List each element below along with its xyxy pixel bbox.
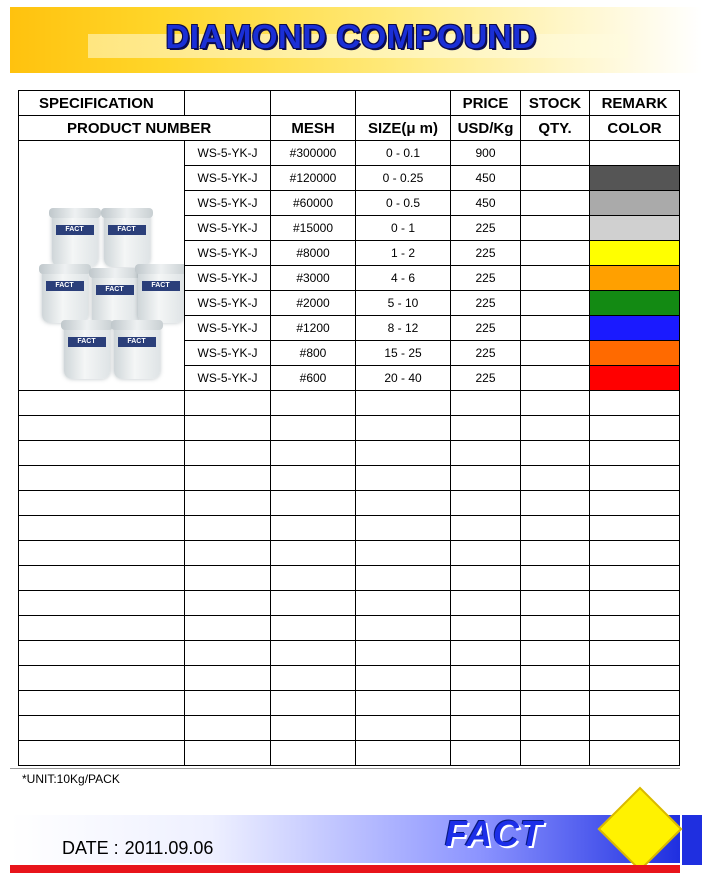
empty-photo-cell xyxy=(19,691,185,716)
cell-color xyxy=(590,716,680,741)
header-remark: REMARK xyxy=(590,91,680,116)
empty-photo-cell xyxy=(19,416,185,441)
header-price-unit: USD/Kg xyxy=(451,116,521,141)
header-product-number: PRODUCT NUMBER xyxy=(19,116,271,141)
cell-stock xyxy=(521,466,590,491)
header-size: SIZE(μ m) xyxy=(356,116,451,141)
pail-icon xyxy=(42,269,88,323)
cell-price xyxy=(451,541,521,566)
cell-mesh: #120000 xyxy=(271,166,356,191)
header-price: PRICE xyxy=(451,91,521,116)
empty-row xyxy=(19,566,680,591)
empty-row xyxy=(19,591,680,616)
color-swatch xyxy=(590,166,680,191)
cell-size xyxy=(356,666,451,691)
cell-size xyxy=(356,616,451,641)
cell-size xyxy=(356,691,451,716)
cell-size xyxy=(356,441,451,466)
color-swatch xyxy=(590,141,680,166)
cell-product xyxy=(185,441,271,466)
header-color: COLOR xyxy=(590,116,680,141)
cell-price: 225 xyxy=(451,341,521,366)
cell-price xyxy=(451,516,521,541)
cell-product xyxy=(185,516,271,541)
empty-row xyxy=(19,666,680,691)
cell-size: 0 - 0.1 xyxy=(356,141,451,166)
empty-row xyxy=(19,466,680,491)
cell-mesh xyxy=(271,391,356,416)
cell-mesh xyxy=(271,616,356,641)
cell-stock xyxy=(521,741,590,766)
cell-price: 900 xyxy=(451,141,521,166)
cell-size xyxy=(356,741,451,766)
cell-product xyxy=(185,691,271,716)
cell-product xyxy=(185,466,271,491)
cell-color xyxy=(590,391,680,416)
cell-price xyxy=(451,391,521,416)
pail-lid xyxy=(111,320,163,330)
header-row-1 xyxy=(19,91,680,116)
pail-icon xyxy=(64,325,110,379)
pail-label: FACT xyxy=(56,225,94,235)
cell-size: 4 - 6 xyxy=(356,266,451,291)
pail-label: FACT xyxy=(68,337,106,347)
unit-note: *UNIT:10Kg/PACK xyxy=(22,772,120,786)
cell-price xyxy=(451,416,521,441)
color-swatch xyxy=(590,291,680,316)
empty-photo-cell xyxy=(19,466,185,491)
product-photo-cell xyxy=(19,141,185,391)
cell-stock xyxy=(521,691,590,716)
empty-photo-cell xyxy=(19,666,185,691)
color-swatch xyxy=(590,191,680,216)
cell-color xyxy=(590,691,680,716)
header-specification: SPECIFICATION xyxy=(19,91,185,116)
cell-mesh: #3000 xyxy=(271,266,356,291)
cell-product: WS-5-YK-J xyxy=(185,166,271,191)
table-row xyxy=(19,141,680,166)
pail-icon xyxy=(138,269,184,323)
cell-product xyxy=(185,491,271,516)
fact-logo: FACT xyxy=(445,813,543,854)
cell-mesh xyxy=(271,666,356,691)
cell-mesh: #300000 xyxy=(271,141,356,166)
empty-photo-cell xyxy=(19,541,185,566)
cell-mesh xyxy=(271,591,356,616)
cell-product: WS-5-YK-J xyxy=(185,366,271,391)
cell-mesh: #60000 xyxy=(271,191,356,216)
page-title: DIAMOND COMPOUND xyxy=(165,18,537,55)
cell-mesh xyxy=(271,566,356,591)
cell-product xyxy=(185,541,271,566)
empty-row xyxy=(19,741,680,766)
cell-size xyxy=(356,391,451,416)
cell-size: 1 - 2 xyxy=(356,241,451,266)
empty-row xyxy=(19,491,680,516)
empty-photo-cell xyxy=(19,716,185,741)
pail-icon xyxy=(104,213,150,267)
cell-price xyxy=(451,566,521,591)
cell-stock xyxy=(521,416,590,441)
cell-product xyxy=(185,391,271,416)
cell-stock xyxy=(521,166,590,191)
cell-size xyxy=(356,416,451,441)
empty-row xyxy=(19,516,680,541)
cell-stock xyxy=(521,591,590,616)
empty-photo-cell xyxy=(19,616,185,641)
cell-size xyxy=(356,591,451,616)
header-blank-2 xyxy=(271,91,356,116)
cell-stock xyxy=(521,441,590,466)
cell-stock xyxy=(521,241,590,266)
color-swatch xyxy=(590,266,680,291)
empty-row xyxy=(19,441,680,466)
cell-mesh: #800 xyxy=(271,341,356,366)
cell-price xyxy=(451,666,521,691)
cell-mesh xyxy=(271,466,356,491)
pail-lid xyxy=(61,320,113,330)
cell-stock xyxy=(521,191,590,216)
cell-stock xyxy=(521,616,590,641)
cell-price: 225 xyxy=(451,291,521,316)
empty-photo-cell xyxy=(19,741,185,766)
cell-price: 225 xyxy=(451,266,521,291)
cell-price: 225 xyxy=(451,216,521,241)
cell-price: 225 xyxy=(451,241,521,266)
cell-product: WS-5-YK-J xyxy=(185,191,271,216)
cell-product xyxy=(185,416,271,441)
cell-stock xyxy=(521,391,590,416)
cell-color xyxy=(590,491,680,516)
pail-label: FACT xyxy=(142,281,180,291)
pail-lid xyxy=(89,268,141,278)
color-swatch xyxy=(590,366,680,391)
cell-size: 5 - 10 xyxy=(356,291,451,316)
pail-lid xyxy=(101,208,153,218)
cell-price xyxy=(451,641,521,666)
cell-color xyxy=(590,591,680,616)
empty-row xyxy=(19,616,680,641)
cell-mesh: #15000 xyxy=(271,216,356,241)
pail-icon xyxy=(52,213,98,267)
cell-stock xyxy=(521,666,590,691)
date-label: DATE : xyxy=(62,838,119,858)
cell-mesh xyxy=(271,416,356,441)
cell-product xyxy=(185,741,271,766)
cell-price xyxy=(451,466,521,491)
cell-product: WS-5-YK-J xyxy=(185,266,271,291)
cell-stock xyxy=(521,641,590,666)
header-stock: STOCK xyxy=(521,91,590,116)
cell-size xyxy=(356,641,451,666)
empty-photo-cell xyxy=(19,641,185,666)
empty-photo-cell xyxy=(19,491,185,516)
header-qty: QTY. xyxy=(521,116,590,141)
cell-product xyxy=(185,566,271,591)
empty-photo-cell xyxy=(19,516,185,541)
cell-color xyxy=(590,566,680,591)
cell-color xyxy=(590,741,680,766)
empty-photo-cell xyxy=(19,441,185,466)
cell-price xyxy=(451,691,521,716)
cell-mesh xyxy=(271,716,356,741)
cell-stock xyxy=(521,491,590,516)
cell-mesh xyxy=(271,691,356,716)
empty-photo-cell xyxy=(19,566,185,591)
cell-size xyxy=(356,566,451,591)
cell-size xyxy=(356,541,451,566)
cell-mesh: #1200 xyxy=(271,316,356,341)
cell-color xyxy=(590,516,680,541)
date-value: 2011.09.06 xyxy=(124,838,214,858)
cell-product: WS-5-YK-J xyxy=(185,241,271,266)
cell-size xyxy=(356,491,451,516)
cell-color xyxy=(590,466,680,491)
cell-size: 8 - 12 xyxy=(356,316,451,341)
cell-product: WS-5-YK-J xyxy=(185,216,271,241)
cell-mesh: #2000 xyxy=(271,291,356,316)
cell-mesh xyxy=(271,516,356,541)
cell-color xyxy=(590,616,680,641)
cell-mesh: #600 xyxy=(271,366,356,391)
cell-product xyxy=(185,641,271,666)
cell-size xyxy=(356,516,451,541)
cell-price: 225 xyxy=(451,316,521,341)
cell-product: WS-5-YK-J xyxy=(185,291,271,316)
header-row-2 xyxy=(19,116,680,141)
pail-lid xyxy=(135,264,185,274)
cell-mesh xyxy=(271,491,356,516)
cell-stock xyxy=(521,141,590,166)
cell-mesh xyxy=(271,541,356,566)
header-blank-3 xyxy=(356,91,451,116)
cell-mesh xyxy=(271,641,356,666)
cell-price xyxy=(451,716,521,741)
cell-color xyxy=(590,541,680,566)
cell-color xyxy=(590,441,680,466)
empty-row xyxy=(19,641,680,666)
spec-table xyxy=(18,90,680,766)
pail-label: FACT xyxy=(118,337,156,347)
empty-row xyxy=(19,716,680,741)
pail-label: FACT xyxy=(108,225,146,235)
cell-size xyxy=(356,716,451,741)
cell-price xyxy=(451,491,521,516)
cell-product: WS-5-YK-J xyxy=(185,341,271,366)
cell-size: 15 - 25 xyxy=(356,341,451,366)
cell-product xyxy=(185,616,271,641)
cell-size: 20 - 40 xyxy=(356,366,451,391)
pail-lid xyxy=(39,264,91,274)
cell-price xyxy=(451,591,521,616)
pail-icon xyxy=(92,273,138,327)
header-blank-1 xyxy=(185,91,271,116)
pail-label: FACT xyxy=(96,285,134,295)
cell-stock xyxy=(521,266,590,291)
cell-size: 0 - 0.25 xyxy=(356,166,451,191)
cell-stock xyxy=(521,541,590,566)
footer-blue-bar xyxy=(682,815,702,865)
cell-product: WS-5-YK-J xyxy=(185,316,271,341)
cell-mesh xyxy=(271,741,356,766)
cell-stock xyxy=(521,516,590,541)
cell-stock xyxy=(521,216,590,241)
empty-photo-cell xyxy=(19,591,185,616)
cell-price xyxy=(451,616,521,641)
cell-color xyxy=(590,416,680,441)
cell-size: 0 - 1 xyxy=(356,216,451,241)
cell-size xyxy=(356,466,451,491)
product-photo xyxy=(42,213,170,373)
cell-price xyxy=(451,441,521,466)
color-swatch xyxy=(590,241,680,266)
date-line xyxy=(62,838,213,859)
pail-lid xyxy=(49,208,101,218)
cell-mesh: #8000 xyxy=(271,241,356,266)
cell-product xyxy=(185,666,271,691)
cell-stock xyxy=(521,366,590,391)
color-swatch xyxy=(590,316,680,341)
cell-product xyxy=(185,716,271,741)
footer-red-bar xyxy=(10,865,680,873)
pail-label: FACT xyxy=(46,281,84,291)
color-swatch xyxy=(590,216,680,241)
header-mesh: MESH xyxy=(271,116,356,141)
cell-stock xyxy=(521,316,590,341)
color-swatch xyxy=(590,341,680,366)
pail-icon xyxy=(114,325,160,379)
cell-stock xyxy=(521,566,590,591)
empty-row xyxy=(19,691,680,716)
cell-price: 225 xyxy=(451,366,521,391)
cell-color xyxy=(590,641,680,666)
cell-stock xyxy=(521,716,590,741)
empty-row xyxy=(19,391,680,416)
cell-color xyxy=(590,666,680,691)
empty-photo-cell xyxy=(19,391,185,416)
cell-price: 450 xyxy=(451,166,521,191)
cell-price: 450 xyxy=(451,191,521,216)
cell-product: WS-5-YK-J xyxy=(185,141,271,166)
cell-stock xyxy=(521,341,590,366)
cell-price xyxy=(451,741,521,766)
cell-size: 0 - 0.5 xyxy=(356,191,451,216)
empty-row xyxy=(19,541,680,566)
cell-mesh xyxy=(271,441,356,466)
empty-row xyxy=(19,416,680,441)
cell-product xyxy=(185,591,271,616)
cell-stock xyxy=(521,291,590,316)
table-bottom-line xyxy=(10,768,680,769)
